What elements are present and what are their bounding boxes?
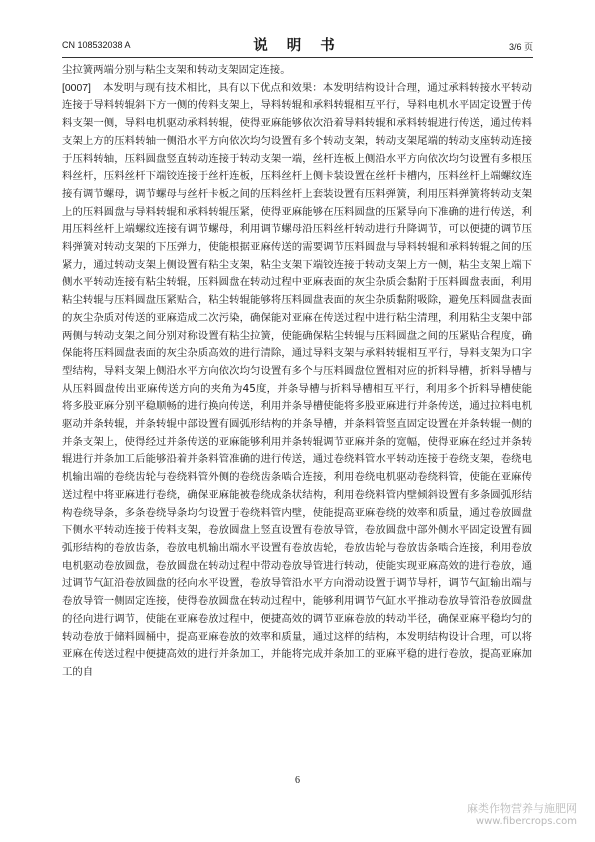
paragraph-0007 bbox=[62, 80, 532, 682]
document-title: 说 明 书 bbox=[253, 38, 342, 54]
description-body bbox=[62, 62, 532, 682]
page-number: 6 bbox=[295, 775, 300, 786]
header-rule bbox=[62, 57, 533, 58]
intro-line: 尘拉簧两端分别与粘尘支架和转动支架固定连接。 bbox=[62, 64, 291, 76]
paragraph-text: 本发明与现有技术相比，具有以下优点和效果：本发明结构设计合理，通过承料转接水平转动连接于导料转辊斜下方一侧的传料支架上，导料转辊和承料转辊相互平行，导料电机水平固定设置于传料支架一侧，导料电机驱动承料转辊，使得亚麻能够依次沿着导料转辊和承料转辊进行传送，通过传料支架上方的压料转轴一侧沿水平方向依次均匀设置有多个转动支架，转动支架尾端的转动支座转动连接于压料转轴，压料圆盘竖直转动连接于转动支架一端，丝杆连板上侧沿水平方向依次均匀设置有多根压料丝杆，压料丝杆下端铰连接于丝杆连板，压料丝杆上侧卡装设置在丝杆卡槽内，压料丝杆上端螺纹连接有调节螺母，调节螺母与丝杆卡板之间的压料丝杆上套装设置有压料弹簧，利用压料弹簧将转动支架上的压料圆盘与导料转辊和承料转辊压紧，使得亚麻能够在压料圆盘的压紧导向下准确的进行传送，利用压料丝杆上端螺纹连接有调节螺母，利用调节螺母沿压料丝杆转动进行升降调节，可以便捷的调节压料弹簧对转动支架的下压弹力，使能根据亚麻传送的需要调节压料圆盘与导料转辊和承料转辊之间的压紧力，通过转动支架上侧设置有粘尘支架，粘尘支架下端铰连接于转动支架上方一侧，粘尘支架上端下侧水平转动连接有粘尘转辊，压料圆盘在转动过程中亚麻表面的灰尘杂质会黏附于压料圆盘表面，利用粘尘转辊与压料圆盘压紧贴合，粘尘转辊能够将压料圆盘表面的灰尘杂质黏附吸除，避免压料圆盘表面的灰尘杂质对传送的亚麻造成二次污染，确保能对亚麻在传送过程中进行粘尘清理，利用粘尘支架中部两侧与转动支架之间分别对称设置有粘尘拉簧，使能确保粘尘转辊与压料圆盘之间的压紧贴合程度，确保能将压料圆盘表面的灰尘杂质高效的进行清除，通过导料支架与承料转辊相互平行，导料支架为口字型结构，导料支架上侧沿水平方向依次均匀设置有多个与压料圆盘位置相对应的折料导槽，折料导槽与从压料圆盘传出亚麻传送方向的夹角为45度，并条导槽与折料导槽相互平行，利用多个折料导槽使能将多股亚麻分别平稳顺畅的进行换向传送，利用并条导槽使能将多股亚麻进行并条传送，通过拉料电机驱动并条转辊，并条转辊中部设置有圆弧形结构的并条导槽，并条料管竖直固定设置在并条转辊一侧的并条支架上，使得经过并条传送的亚麻能够利用并条转辊调节亚麻并条的宽幅，使得亚麻在经过并条转辊进行并条加工后能够沿着并条料管准确的进行传送，通过卷绕料管水平转动连接于卷绕支架，卷绕电机输出端的卷绕齿轮与卷绕料管外侧的卷绕齿条啮合连接，利用卷绕电机驱动卷绕料管，使能在亚麻传送过程中将亚麻进行卷绕，确保亚麻能被卷绕成条状结构，利用卷绕料管内壁倾斜设置有多条圆弧形结构卷绕导条，多条卷绕导条均匀设置于卷绕料管内壁，使能提高亚麻卷绕的效率和质量，通过卷放圆盘下侧水平转动连接于传料支架，卷放圆盘上竖直设置有卷放导管，卷放圆盘中部外侧水平固定设置有圆弧形结构的卷放齿条，卷放电机输出端水平设置有卷放齿轮，卷放齿轮与卷放齿条啮合连接，利用卷放电机驱动卷放圆盘，卷放圆盘在转动过程中带动卷放导管进行转动，使能实现亚麻高效的进行卷放，通过调节气缸沿卷放圆盘的径向水平设置，卷放导管沿水平方向滑动设置于调节导杆，调节气缸输出端与卷放导管一侧固定连接，使得卷放圆盘在转动过程中，能够利用调节气缸水平推动卷放导管沿卷放圆盘的径向进行调节，使能在亚麻卷放过程中，便捷高效的调节亚麻卷放的转动半径，确保亚麻平稳均匀的转动卷放于储料圆桶中，提高亚麻卷放的效率和质量，通过这样的结构，本发明结构设计合理，可以将亚麻在传送过程中便捷高效的进行并条加工，并能将完成并条加工的亚麻平稳的进行卷放，提高亚麻加工的自 bbox=[62, 81, 532, 678]
page-header bbox=[62, 34, 533, 56]
paragraph-number: [0007] bbox=[62, 82, 91, 94]
page-counter: 3/6 页 bbox=[508, 42, 533, 52]
publication-number: CN 108532038 A bbox=[62, 40, 131, 50]
watermark-url: www.fibercrops.com bbox=[475, 816, 577, 827]
watermark-cn: 麻类作物营养与施肥网 bbox=[467, 802, 577, 815]
site-watermark bbox=[467, 802, 577, 828]
